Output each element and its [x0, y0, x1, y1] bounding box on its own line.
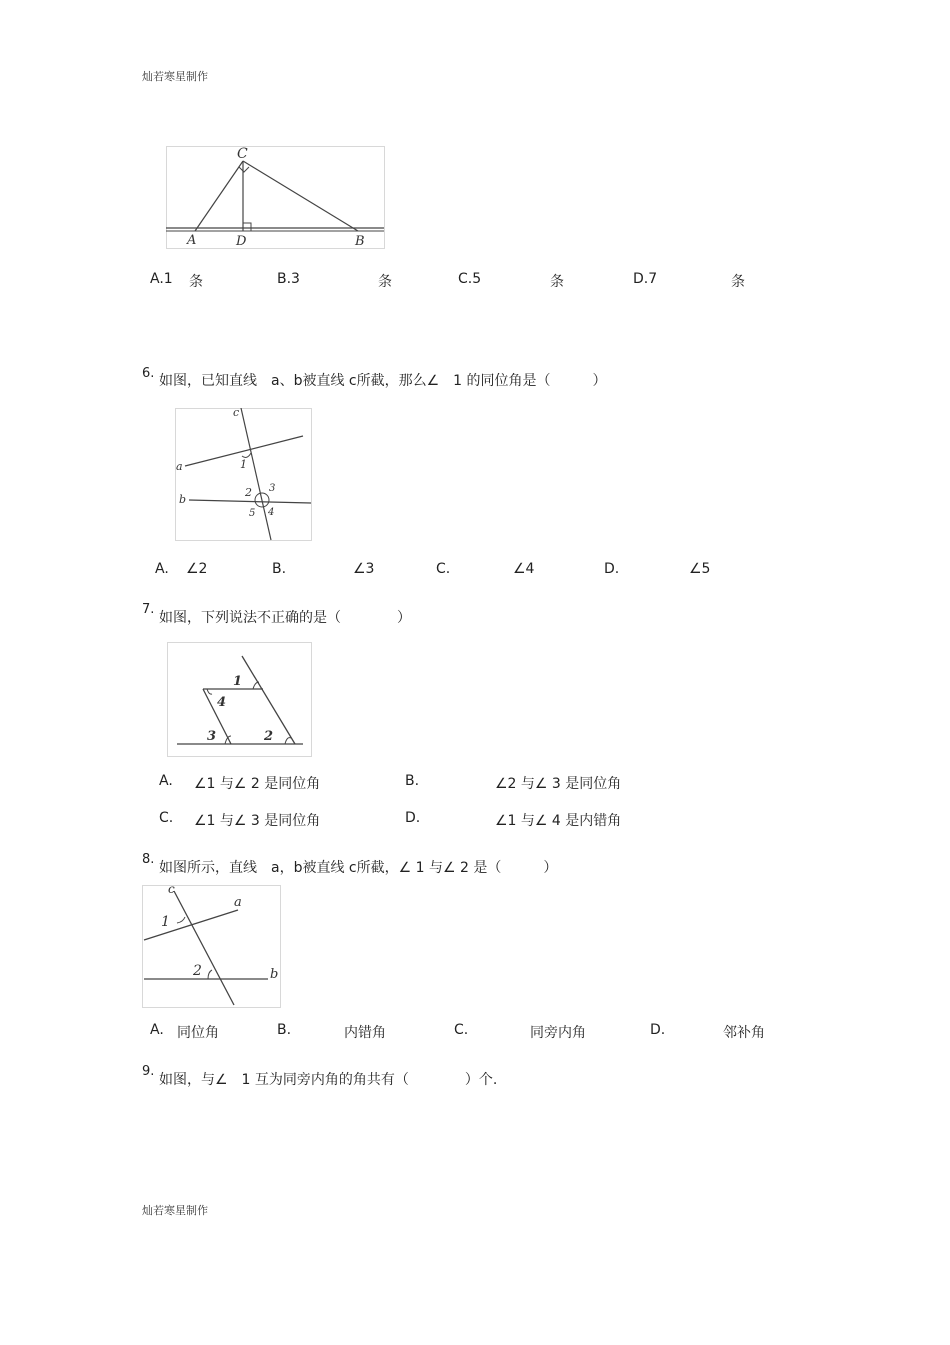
q8-option-b-key: B. [277, 1022, 292, 1038]
q8-option-c-key: C. [454, 1022, 469, 1038]
q8-option-c-value: 同旁内角 [530, 1025, 586, 1041]
q6-line-b [189, 500, 311, 503]
q6-label-c: c [233, 408, 240, 419]
q8-label-c: c [168, 885, 175, 896]
q6-option-b-key: B. [272, 561, 287, 577]
q7-angle-2-arc [285, 738, 291, 744]
q5-option-d-value: 条 [731, 274, 745, 290]
q5-side-cb [243, 161, 358, 231]
q6-label-b: b [179, 493, 187, 506]
q6-option-c-key: C. [436, 561, 451, 577]
q6-label-1: 1 [240, 458, 247, 471]
q8-number: 8. [142, 852, 155, 867]
q7-option-a-value: ∠1 与∠ 2 是同位角 [194, 776, 321, 792]
q8-option-d-key: D. [650, 1022, 666, 1038]
q6-label-2: 2 [245, 486, 252, 499]
q5-label-a: A [187, 233, 197, 248]
q8-figure-frame [143, 886, 281, 1008]
q5-label-d: D [236, 234, 247, 249]
q5-right-angle-d [243, 223, 251, 231]
q5-label-c: C [237, 146, 248, 162]
q6-label-3: 3 [269, 483, 276, 494]
q9-number: 9. [142, 1064, 155, 1079]
q5-figure-triangle [166, 146, 386, 250]
q7-angle-4-arc [207, 689, 212, 694]
q8-option-a-value: 同位角 [177, 1025, 219, 1041]
q8-label-1: 1 [161, 914, 170, 930]
q7-label-3: 3 [207, 729, 217, 744]
q8-label-2: 2 [193, 963, 202, 979]
q6-figure-transversal [175, 408, 313, 542]
page-header: 灿若寒星制作 [142, 70, 208, 83]
q8-label-a: a [234, 895, 242, 910]
q7-figure-frame [168, 643, 312, 757]
q6-angle-1-arc [242, 453, 251, 457]
q6-option-a-key: A. [155, 561, 169, 577]
q6-figure-frame [176, 409, 312, 541]
q7-option-c-key: C. [159, 810, 174, 826]
q8-option-d-value: 邻补角 [723, 1025, 765, 1041]
q6-option-c-value: ∠4 [513, 561, 535, 577]
q6-label-5: 5 [249, 508, 256, 519]
q7-number: 7. [142, 602, 155, 617]
q5-option-b-key: B.3 [277, 271, 300, 287]
q5-option-d-key: D.7 [633, 271, 658, 287]
q8-figure-transversal [142, 885, 282, 1009]
q6-number: 6. [142, 366, 155, 381]
q7-figure-trapezoid [167, 642, 313, 758]
q7-question-text: 如图，下列说法不正确的是（ ） [159, 610, 411, 626]
q8-label-b: b [270, 967, 279, 982]
q7-option-b-value: ∠2 与∠ 3 是同位角 [495, 776, 622, 792]
q5-option-c-key: C.5 [458, 271, 482, 287]
q8-option-b-value: 内错角 [344, 1025, 386, 1041]
q5-right-angle-c [239, 167, 249, 172]
q5-option-a-key: A.1 [150, 271, 173, 287]
q5-option-a-value: 条 [189, 274, 203, 290]
q6-line-c [241, 408, 271, 540]
q7-label-4: 4 [217, 695, 227, 710]
q6-option-a-value: ∠2 [186, 561, 208, 577]
q7-label-2: 2 [264, 729, 274, 744]
q6-option-b-value: ∠3 [353, 561, 375, 577]
q7-option-a-key: A. [159, 773, 173, 789]
q7-option-d-key: D. [405, 810, 421, 826]
q6-label-4: 4 [268, 507, 275, 518]
page-footer: 灿若寒星制作 [142, 1204, 208, 1217]
q9-question-text: 如图，与∠ 1 互为同旁内角的角共有（ ）个. [159, 1072, 498, 1088]
q5-figure-frame [167, 147, 385, 249]
q8-angle-2-arc [208, 970, 212, 979]
q5-option-b-value: 条 [378, 274, 392, 290]
q5-label-b: B [355, 234, 365, 249]
q6-label-a: a [176, 460, 183, 473]
q7-label-1: 1 [233, 674, 243, 689]
q8-question-text: 如图所示，直线 a，b被直线 c所截，∠ 1 与∠ 2 是（ ） [159, 860, 558, 876]
q7-option-d-value: ∠1 与∠ 4 是内错角 [495, 813, 622, 829]
q5-option-c-value: 条 [550, 274, 564, 290]
q8-line-c [174, 891, 234, 1005]
q6-question-text: 如图，已知直线 a、b被直线 c所截，那么∠ 1 的同位角是（ ） [159, 373, 607, 389]
q8-line-a [144, 910, 238, 940]
q8-angle-1-arc [177, 917, 185, 923]
q5-side-ac [195, 161, 243, 231]
q8-option-a-key: A. [150, 1022, 164, 1038]
q6-option-d-value: ∠5 [689, 561, 711, 577]
q6-option-d-key: D. [604, 561, 620, 577]
q7-option-b-key: B. [405, 773, 420, 789]
q7-option-c-value: ∠1 与∠ 3 是同位角 [194, 813, 321, 829]
